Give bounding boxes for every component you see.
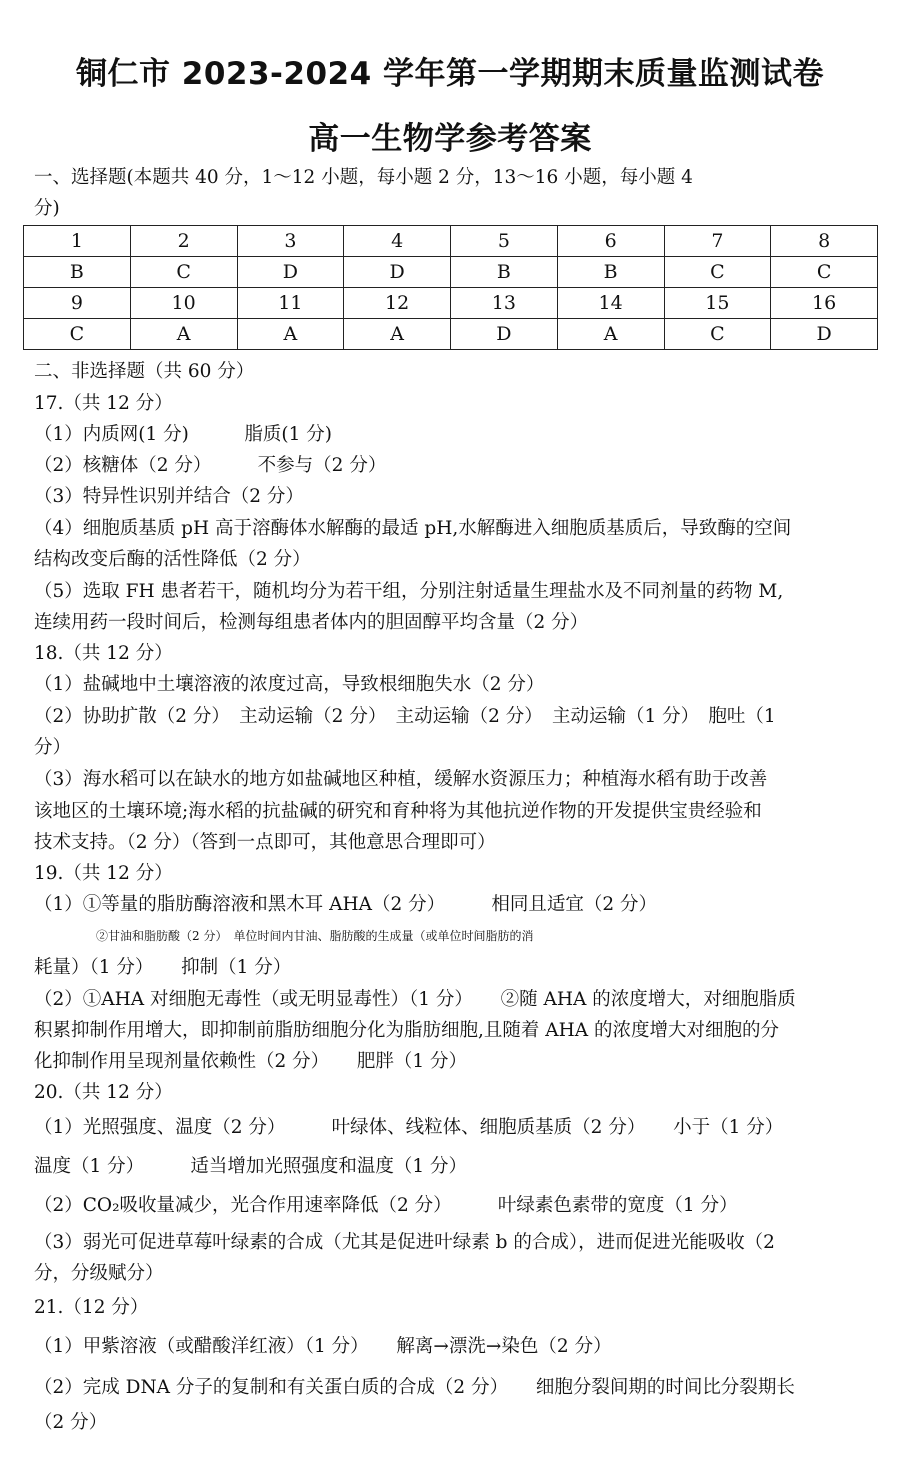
question-number: 15: [664, 288, 771, 319]
q19-answer-2: （2）①AHA 对细胞无毒性（或无明显毒性）（1 分） ②随 AHA 的浓度增大，对细胞脂质: [34, 989, 796, 1010]
q17-answer-5: （5）选取 FH 患者若干，随机均分为若干组，分别注射适量生理盐水及不同剂量的药物 M,: [34, 581, 784, 602]
answer-letter: D: [771, 319, 878, 350]
question-number: 5: [451, 226, 558, 257]
q17-answer-4-cont: 结构改变后酶的活性降低（2 分）: [34, 549, 311, 570]
answer-letter: B: [557, 257, 664, 288]
q21-answer-2: （2）完成 DNA 分子的复制和有关蛋白质的合成（2 分） 细胞分裂间期的时间比分裂期长: [34, 1377, 795, 1398]
q19-heading: 19.（共 12 分）: [34, 863, 173, 884]
question-number: 2: [130, 226, 237, 257]
q20-answer-3-cont: 分，分级赋分）: [34, 1263, 164, 1284]
q20-answer-1: （1）光照强度、温度（2 分） 叶绿体、线粒体、细胞质基质（2 分） 小于（1 分）: [34, 1117, 784, 1138]
answer-letter: D: [451, 319, 558, 350]
question-number: 1: [24, 226, 131, 257]
q18-answer-1: （1）盐碱地中土壤溶液的浓度过高，导致根细胞失水（2 分）: [34, 674, 545, 695]
question-number: 10: [130, 288, 237, 319]
question-number: 16: [771, 288, 878, 319]
q19-answer-1b: ②甘油和脂肪酸（2 分） 单位时间内甘油、脂肪酸的生成量（或单位时间脂肪的消: [96, 929, 534, 943]
answer-letter: C: [130, 257, 237, 288]
answer-letter: D: [237, 257, 344, 288]
answer-letter: A: [344, 319, 451, 350]
q20-answer-3: （3）弱光可促进草莓叶绿素的合成（尤其是促进叶绿素 b 的合成），进而促进光能吸收（2: [34, 1232, 775, 1253]
answer-letter: A: [557, 319, 664, 350]
section1-heading-cont: 分): [34, 198, 60, 219]
q19-answer-2-cont2: 化抑制作用呈现剂量依赖性（2 分） 肥胖（1 分）: [34, 1051, 468, 1072]
table-row-answers-2: [24, 319, 878, 350]
q17-answer-3: （3）特异性识别并结合（2 分）: [34, 486, 304, 507]
answer-letter: C: [664, 257, 771, 288]
answer-letter: C: [771, 257, 878, 288]
answer-letter: B: [451, 257, 558, 288]
question-number: 4: [344, 226, 451, 257]
question-number: 7: [664, 226, 771, 257]
multiple-choice-answer-table: [23, 225, 878, 350]
q18-answer-2: （2）协助扩散（2 分） 主动运输（2 分） 主动运输（2 分） 主动运输（1 分） 胞吐（1: [34, 706, 776, 727]
answer-letter: C: [24, 319, 131, 350]
exam-title: 铜仁市 2023-2024 学年第一学期期末质量监测试卷: [75, 56, 824, 92]
question-number: 8: [771, 226, 878, 257]
table-row-numbers-2: [24, 288, 878, 319]
answer-letter: A: [130, 319, 237, 350]
answer-letter: C: [664, 319, 771, 350]
q17-answer-1: （1）内质网(1 分) 脂质(1 分): [34, 424, 332, 445]
q19-answer-2-cont: 积累抑制作用增大，即抑制前脂肪细胞分化为脂肪细胞,且随着 AHA 的浓度增大对细胞的分: [34, 1020, 779, 1041]
q20-answer-2: （2）CO₂吸收量减少，光合作用速率降低（2 分） 叶绿素色素带的宽度（1 分）: [34, 1195, 738, 1216]
q18-answer-2-cont: 分）: [34, 737, 72, 758]
table-row-answers-1: [24, 257, 878, 288]
table-row-numbers-1: [24, 226, 878, 257]
q21-heading: 21.（12 分）: [34, 1297, 149, 1318]
answer-key-title: 高一生物学参考答案: [308, 121, 592, 157]
q17-answer-5-cont: 连续用药一段时间后，检测每组患者体内的胆固醇平均含量（2 分）: [34, 612, 589, 633]
q21-answer-1: （1）甲紫溶液（或醋酸洋红液）（1 分） 解离→漂洗→染色（2 分）: [34, 1336, 612, 1357]
question-number: 3: [237, 226, 344, 257]
q19-answer-1: （1）①等量的脂肪酶溶液和黑木耳 AHA（2 分） 相同且适宜（2 分）: [34, 894, 658, 915]
q18-heading: 18.（共 12 分）: [34, 643, 173, 664]
question-number: 11: [237, 288, 344, 319]
section1-heading: 一、选择题(本题共 40 分，1～12 小题，每小题 2 分，13～16 小题，每小题 4: [34, 167, 693, 188]
question-number: 6: [557, 226, 664, 257]
q19-answer-1b-cont: 耗量）（1 分） 抑制（1 分）: [34, 957, 292, 978]
q21-answer-2-cont: （2 分）: [34, 1412, 108, 1433]
q17-answer-2: （2）核糖体（2 分） 不参与（2 分）: [34, 455, 387, 476]
q17-heading: 17.（共 12 分）: [34, 393, 173, 414]
q17-answer-4: （4）细胞质基质 pH 高于溶酶体水解酶的最适 pH,水解酶进入细胞质基质后，导致酶的空间: [34, 518, 792, 539]
q18-answer-3-cont2: 技术支持。（2 分）（答到一点即可，其他意思合理即可）: [34, 832, 496, 853]
answer-letter: A: [237, 319, 344, 350]
q20-answer-1-cont: 温度（1 分） 适当增加光照强度和温度（1 分）: [34, 1156, 468, 1177]
q20-heading: 20.（共 12 分）: [34, 1082, 173, 1103]
answer-letter: D: [344, 257, 451, 288]
question-number: 14: [557, 288, 664, 319]
section2-heading: 二、非选择题（共 60 分）: [34, 361, 255, 382]
question-number: 9: [24, 288, 131, 319]
answer-letter: B: [24, 257, 131, 288]
question-number: 13: [451, 288, 558, 319]
q18-answer-3-cont: 该地区的土壤环境;海水稻的抗盐碱的研究和育种将为其他抗逆作物的开发提供宝贵经验和: [34, 801, 762, 822]
q18-answer-3: （3）海水稻可以在缺水的地方如盐碱地区种植，缓解水资源压力；种植海水稻有助于改善: [34, 769, 768, 790]
question-number: 12: [344, 288, 451, 319]
